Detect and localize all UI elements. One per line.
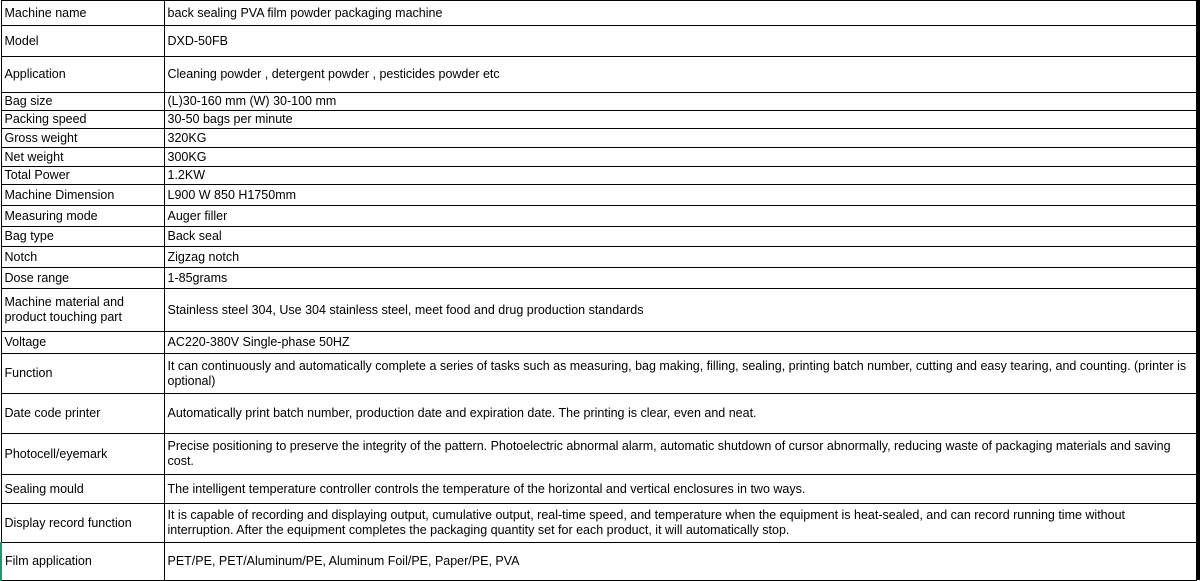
spec-label: Model xyxy=(1,26,164,57)
spec-value: 1-85grams xyxy=(164,268,1197,289)
spec-value: Back seal xyxy=(164,227,1197,247)
spec-label: Bag type xyxy=(1,227,164,247)
table-row xyxy=(1,148,1197,167)
spec-value: Cleaning powder , detergent powder , pesticides powder etc xyxy=(164,57,1197,93)
table-row xyxy=(1,504,1197,543)
spec-value: (L)30-160 mm (W) 30-100 mm xyxy=(164,93,1197,111)
table-row xyxy=(1,129,1197,148)
spec-value: It can continuously and automatically complete a series of tasks such as measuring, bag making, filling, sealing, printing batch number, cutting and easy tearing, and counting. (printer is optional) xyxy=(164,354,1197,394)
spec-label: Machine material and product touching part xyxy=(1,289,164,332)
table-row xyxy=(1,332,1197,354)
spec-value: 30-50 bags per minute xyxy=(164,111,1197,129)
spec-label: Notch xyxy=(1,247,164,268)
spec-label: Gross weight xyxy=(1,129,164,148)
spec-label: Film application xyxy=(1,543,164,581)
spec-value: AC220-380V Single-phase 50HZ xyxy=(164,332,1197,354)
table-row xyxy=(1,1,1197,26)
table-row xyxy=(1,289,1197,332)
spec-value: The intelligent temperature controller controls the temperature of the horizontal and vertical enclosures in two ways. xyxy=(164,475,1197,504)
table-row xyxy=(1,475,1197,504)
table-row xyxy=(1,206,1197,227)
spec-label: Measuring mode xyxy=(1,206,164,227)
table-row xyxy=(1,93,1197,111)
spec-label: Application xyxy=(1,57,164,93)
spec-value: It is capable of recording and displaying output, cumulative output, real-time speed, and temperature when the equipment is heat-sealed, and can record running time without interruption. After the equipment completes the packaging quantity set for each product, it will automatically stop. xyxy=(164,504,1197,543)
table-row xyxy=(1,268,1197,289)
spec-value: DXD-50FB xyxy=(164,26,1197,57)
spec-value: Automatically print batch number, production date and expiration date. The printing is clear, even and neat. xyxy=(164,394,1197,434)
spec-label: Date code printer xyxy=(1,394,164,434)
spec-label: Function xyxy=(1,354,164,394)
table-row xyxy=(1,247,1197,268)
table-row xyxy=(1,111,1197,129)
spec-value: L900 W 850 H1750mm xyxy=(164,185,1197,206)
spec-label: Packing speed xyxy=(1,111,164,129)
spec-value: back sealing PVA film powder packaging machine xyxy=(164,1,1197,26)
table-row xyxy=(1,185,1197,206)
table-row xyxy=(1,543,1197,581)
table-row xyxy=(1,26,1197,57)
spec-value: Zigzag notch xyxy=(164,247,1197,268)
spec-value: Stainless steel 304, Use 304 stainless steel, meet food and drug production standards xyxy=(164,289,1197,332)
table-row xyxy=(1,57,1197,93)
spec-label: Voltage xyxy=(1,332,164,354)
spec-label: Photocell/eyemark xyxy=(1,434,164,475)
table-row xyxy=(1,167,1197,185)
spec-label: Sealing mould xyxy=(1,475,164,504)
spec-label: Dose range xyxy=(1,268,164,289)
table-row xyxy=(1,354,1197,394)
spec-label: Net weight xyxy=(1,148,164,167)
spec-label: Display record function xyxy=(1,504,164,543)
spec-label: Bag size xyxy=(1,93,164,111)
table-row xyxy=(1,394,1197,434)
spec-value: 320KG xyxy=(164,129,1197,148)
table-row xyxy=(1,434,1197,475)
spec-value: PET/PE, PET/Aluminum/PE, Aluminum Foil/PE, Paper/PE, PVA xyxy=(164,543,1197,581)
spec-label: Machine name xyxy=(1,1,164,26)
spec-label: Total Power xyxy=(1,167,164,185)
spec-label: Machine Dimension xyxy=(1,185,164,206)
spec-value: Precise positioning to preserve the integrity of the pattern. Photoelectric abnormal alarm, automatic shutdown of cursor abnormally, reducing waste of packaging materials and saving cost. xyxy=(164,434,1197,475)
spec-value: 1.2KW xyxy=(164,167,1197,185)
spec-value: Auger filler xyxy=(164,206,1197,227)
table-row xyxy=(1,227,1197,247)
spec-value: 300KG xyxy=(164,148,1197,167)
